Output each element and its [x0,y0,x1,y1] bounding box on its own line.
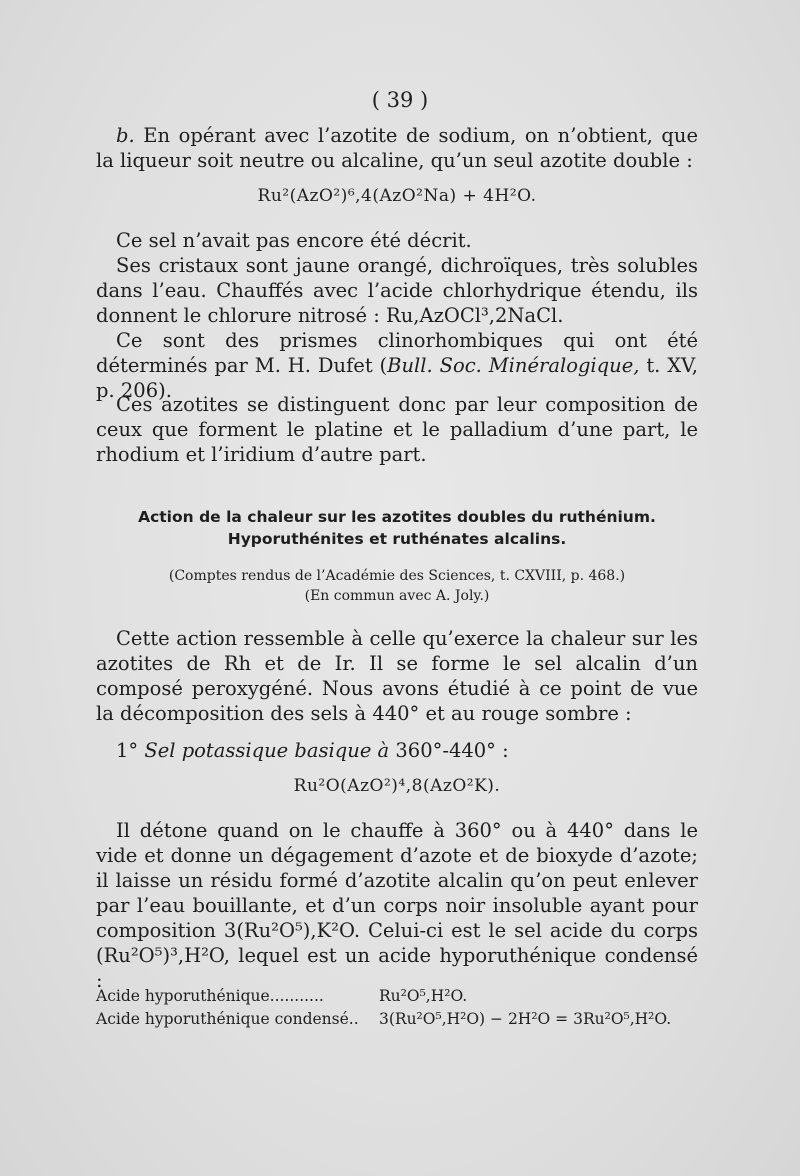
paragraph-b-text: En opérant avec l’azotite de sodium, on n’obtient, que la liqueur soit neutre ou alcaline, qu’un seul azotite double : [96,124,698,172]
paragraph-body-1 [96,228,698,403]
formula-double-nitrite: Ru²(AzO²)⁶,4(AzO²Na) + 4H²O. [257,186,537,206]
citation: Bull. Soc. Minéralogique, [387,354,640,377]
definition-formula: Ru²O⁵,H²O. [379,987,468,1005]
section-title [96,506,698,550]
formula-potassium-salt: Ru²O(AzO²)⁴,8(AzO²K). [293,776,501,796]
paragraph-prisms: Ce sont des prismes clinorhombiques qui ont été déterminés par M. H. Dufet (Bull. Soc. Minéralogique, t. XV, p. 206). [96,329,699,402]
definition-list [96,985,698,1031]
section-title-line-1: Action de la chaleur sur les azotites doubles du ruthénium. [138,508,656,526]
definition-term: Acide hyporuthénique........... [96,987,324,1005]
reference [96,566,698,606]
definition-term: Acide hyporuthénique condensé.. [96,1010,359,1028]
item-temperature: 360°-440° : [395,739,509,762]
paragraph-detonate: Il détone quand on le chauffe à 360° ou à 440° dans le vide et donne un dégagement d’azote et de bioxyde d’azote; il laisse un résidu formé d’azotite alcalin qu’on peut enlever par l’eau bouillante, et d’un corps noir insoluble ayant pour composition 3(Ru²O⁵),K²O. Celui-ci est le sel acide du corps (Ru²O⁵)³,H²O, lequel est un acide hyporuthénique condensé : [96,819,698,992]
item-number: 1° [116,739,139,762]
paragraph-action: Cette action ressemble à celle qu’exerce la chaleur sur les azotites de Rh et de Ir. Il se forme le sel alcalin d’un composé peroxygéné. Nous avons étudié à ce point de vue la décomposition des sels à 440° et au rouge sombre : [96,627,698,725]
definition-row [96,985,698,1008]
paragraph-b [96,123,698,173]
sentence-not-described: Ce sel n’avait pas encore été décrit. [116,229,472,252]
paragraph-distinguish: Ces azotites se distinguent donc par leur composition de ceux que forment le platine et le palladium d’une part, le rhodium et l’iridium d’autre part. [96,393,698,466]
reference-line-1: (Comptes rendus de l’Académie des Sciences, t. CXVIII, p. 468.) [168,568,626,584]
definition-formula: 3(Ru²O⁵,H²O) − 2H²O = 3Ru²O⁵,H²O. [379,1010,672,1028]
item-title: Sel potassique basique à [138,739,396,762]
page-number: ( 39 ) [371,88,429,112]
list-item-1 [96,738,698,763]
definition-row [96,1008,698,1031]
section-title-line-2: Hyporuthénites et ruthénates alcalins. [227,530,567,548]
reference-line-2: (En commun avec A. Joly.) [304,588,490,604]
paragraph-crystals: Ses cristaux sont jaune orangé, dichroïques, très solubles dans l’eau. Chauffés avec l’acide chlorhydrique étendu, ils donnent le chlorure nitrosé : Ru,AzOCl³,2NaCl. [96,254,698,327]
paragraph-label: b. [116,124,135,147]
